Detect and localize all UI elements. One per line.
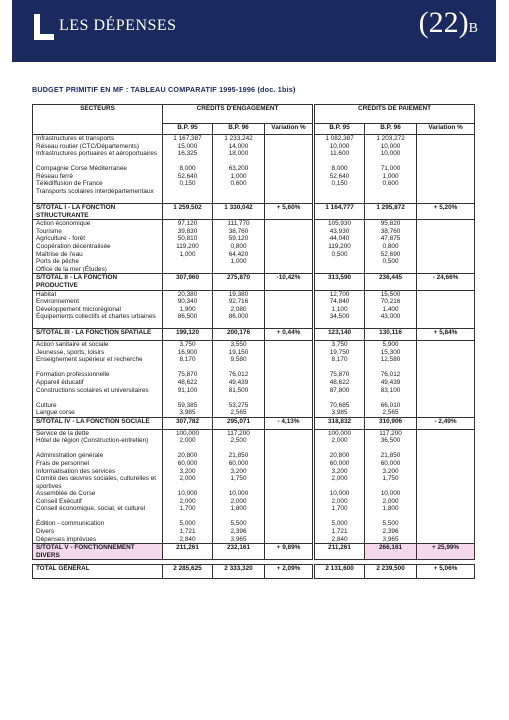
- subtotal-ce96: 1 330,042: [213, 203, 265, 219]
- subtotal-cp-var: + 5,20%: [417, 203, 475, 219]
- value-cp95: 2,840: [331, 535, 348, 543]
- value-ce95: 15,000: [177, 142, 198, 150]
- value-ce96: 0,800: [230, 242, 247, 250]
- value-ce96: 5,500: [230, 520, 247, 528]
- value-ce95: [166, 188, 209, 203]
- ce-var-values: [265, 220, 313, 274]
- value-ce96: 19,150: [228, 348, 249, 356]
- value-ce96: 2,396: [230, 528, 247, 535]
- value-cp95: 8,000: [331, 165, 348, 173]
- cp95-values: [315, 220, 365, 274]
- sector-label: Compagnie Corse Méditerranée: [36, 165, 127, 173]
- subtotal-cp96: 310,906: [365, 417, 417, 429]
- value-ce95: 3,200: [179, 467, 196, 475]
- sector-label: Environnement: [36, 298, 79, 306]
- ce-bp96-header: B.P. 96: [213, 124, 265, 135]
- subtotal-ce96: 295,071: [213, 417, 265, 429]
- value-cp95: 2,000: [331, 437, 348, 445]
- value-cp95: 105,930: [327, 220, 352, 228]
- value-cp95: 34,500: [329, 313, 350, 321]
- value-ce96: 3,965: [230, 535, 247, 543]
- sector-label: Informatisation des services: [36, 467, 116, 475]
- cp95-values: [315, 290, 365, 329]
- value-ce95: 10,000: [177, 490, 198, 498]
- value-cp95: 19,750: [329, 348, 350, 356]
- value-cp95: 1 082,387: [325, 135, 354, 142]
- value-cp95: 5,000: [331, 520, 348, 528]
- value-cp95: 20,800: [329, 452, 350, 460]
- value-cp96: 43,000: [380, 313, 401, 321]
- value-cp95: 2,000: [331, 475, 348, 483]
- value-cp96: 1,750: [382, 475, 399, 483]
- sector-label: Divers: [36, 528, 55, 535]
- subtotal-ce-var: + 0,44%: [265, 329, 313, 341]
- value-cp96: 2,396: [382, 528, 399, 535]
- value-cp95: 1,100: [331, 305, 348, 313]
- total-cp95: 2 131,600: [315, 565, 365, 579]
- value-ce95: 1 167,387: [173, 135, 202, 142]
- cp96-values: [365, 135, 417, 204]
- sector-label: Service de la dette: [36, 429, 89, 437]
- cp95-values: [315, 135, 365, 204]
- value-cp95: 52,640: [329, 172, 350, 180]
- value-cp96: 71,000: [380, 165, 401, 173]
- value-cp96: 0,800: [382, 242, 399, 250]
- value-ce95: 20,800: [177, 452, 198, 460]
- value-ce96: 2,080: [230, 305, 247, 313]
- value-ce96: 60,000: [228, 460, 249, 468]
- value-cp96: 3,200: [382, 467, 399, 475]
- sector-label: Transports scolaires interdépartementaux: [36, 187, 154, 195]
- value-cp95: 3,985: [331, 409, 348, 417]
- sector-label: Langue corse: [36, 409, 75, 417]
- value-cp96: 10,000: [380, 150, 401, 158]
- value-cp95: 43,930: [329, 227, 350, 235]
- value-ce95: 75,870: [177, 371, 198, 379]
- value-cp96: 15,300: [380, 348, 401, 356]
- ce-var-values: [265, 135, 313, 204]
- value-cp95: 100,000: [327, 429, 352, 437]
- value-cp95: 44,040: [329, 235, 350, 243]
- subtotal-cp95: 123,140: [315, 329, 365, 341]
- value-ce96: 63,200: [228, 165, 249, 173]
- value-ce95: 39,830: [177, 227, 198, 235]
- value-ce95: 8,170: [179, 356, 196, 364]
- cp-var-values: [417, 341, 475, 418]
- value-ce96: 59,120: [228, 235, 249, 243]
- value-cp96: 1,400: [382, 305, 399, 313]
- sector-label: Réseau routier (CTC/Départements): [36, 142, 139, 150]
- value-cp96: 1,000: [382, 172, 399, 180]
- page-title: LES DÉPENSES: [59, 17, 177, 34]
- value-ce96: 53,275: [228, 401, 249, 409]
- value-cp95: 1,700: [331, 505, 348, 513]
- section-rows: [33, 220, 475, 274]
- value-ce96: 18,000: [228, 150, 249, 158]
- value-cp95: 75,870: [329, 371, 350, 379]
- value-ce96: 1,750: [230, 475, 247, 483]
- header-banner: [12, 0, 496, 62]
- value-cp95: 2,000: [331, 497, 348, 505]
- subtotal-row: [33, 544, 475, 560]
- subtotal-row: [33, 329, 475, 341]
- value-ce95: 90,340: [177, 298, 198, 306]
- subtotal-ce96: 200,176: [213, 329, 265, 341]
- budget-table: [32, 104, 475, 579]
- subtotal-label: S/TOTAL I - LA FONCTION STRUCTURANTE: [33, 203, 163, 219]
- value-ce96: 2,000: [230, 497, 247, 505]
- value-ce96: 81,500: [228, 386, 249, 394]
- subtotal-label: S/TOTAL IV - LA FONCTION SOCIALE: [33, 417, 163, 429]
- ce96-values: [213, 290, 265, 329]
- table-body: [33, 135, 475, 579]
- value-cp96: 36,500: [380, 437, 401, 445]
- sector-label: Enseignement supérieur et recherche: [36, 356, 143, 364]
- section-rows: [33, 341, 475, 418]
- value-ce95: 1,900: [179, 305, 196, 313]
- cp95-values: [315, 341, 365, 418]
- sector-label: Conseil Exécutif: [36, 497, 82, 505]
- subtotal-ce95: 1 259,502: [163, 203, 213, 219]
- value-ce95: 119,200: [176, 242, 199, 250]
- subtotal-row: [33, 274, 475, 290]
- sector-label: Frais de personnel: [36, 460, 89, 468]
- cp96-values: [365, 220, 417, 274]
- value-cp96: 117,200: [379, 429, 402, 437]
- subtotal-row: [33, 203, 475, 219]
- value-ce95: 60,000: [177, 460, 198, 468]
- value-cp96: 49,439: [380, 379, 401, 387]
- sector-label: Ports de pêche: [36, 258, 79, 266]
- subtotal-label: S/TOTAL II - LA FONCTION PRODUCTIVE: [33, 274, 163, 290]
- ce-var-values: [265, 429, 313, 543]
- page-number: (22)B: [418, 6, 478, 39]
- ce-bp95-header: B.P. 95: [163, 124, 213, 135]
- subtotal-ce96: 232,161: [213, 544, 265, 560]
- value-cp96: 5,500: [382, 520, 399, 528]
- value-cp95: 70,685: [329, 401, 350, 409]
- value-cp96: 5,900: [382, 341, 399, 349]
- sector-label: Conseil économique, social, et culturel: [36, 505, 146, 513]
- value-cp95: 10,000: [329, 142, 350, 150]
- value-ce96: 3,200: [230, 467, 247, 475]
- value-cp96: 38,760: [380, 227, 401, 235]
- value-ce96: 2,565: [230, 409, 247, 417]
- sector-label: Comité des œuvres sociales, culturelles et sportives: [36, 475, 157, 490]
- sector-label: Dépenses imprévues: [36, 535, 97, 543]
- value-cp95: 11,600: [329, 150, 350, 158]
- ce96-values: [213, 135, 265, 204]
- group-engagement-header: CRÉDITS D'ENGAGEMENT: [163, 105, 313, 124]
- value-cp96: 1,800: [382, 505, 399, 513]
- value-cp96: 2,565: [382, 409, 399, 417]
- sector-label: Formation professionnelle: [36, 371, 110, 379]
- value-cp96: 10,000: [380, 490, 401, 498]
- value-cp95: 74,840: [329, 298, 350, 306]
- value-ce95: 1,700: [179, 505, 196, 513]
- value-ce95: 97,120: [177, 220, 198, 228]
- value-cp96: 21,850: [380, 452, 401, 460]
- value-ce96: 86,000: [228, 313, 249, 321]
- total-ce96: 2 333,320: [213, 565, 265, 579]
- subtotal-cp95: 318,832: [315, 417, 365, 429]
- subtotal-ce96: 275,870: [213, 274, 265, 290]
- sector-label: Infrastructures et transports: [36, 135, 115, 142]
- value-cp96: 76,012: [380, 371, 401, 379]
- sector-label: Habitat: [36, 290, 57, 298]
- total-ce95: 2 285,625: [163, 565, 213, 579]
- value-ce95: 48,622: [177, 379, 198, 387]
- sector-label: Constructions scolaires et universitaires: [36, 386, 149, 394]
- ce95-values: [163, 135, 213, 204]
- value-ce95: 2,000: [179, 437, 196, 445]
- sector-label: Culture: [36, 401, 57, 409]
- total-row: [33, 565, 475, 579]
- value-ce96: 76,012: [228, 371, 249, 379]
- section-rows: [33, 135, 475, 204]
- value-ce95: 3,750: [179, 341, 196, 349]
- value-cp96: 52,690: [380, 250, 401, 258]
- value-cp95: 10,000: [329, 490, 350, 498]
- value-ce95: 3,985: [179, 409, 196, 417]
- total-cp-var: + 5,06%: [417, 565, 475, 579]
- value-ce95: 1,000: [179, 250, 196, 258]
- ce-var-values: [265, 290, 313, 329]
- value-ce95: 50,810: [177, 235, 198, 243]
- value-ce95: 16,900: [177, 348, 198, 356]
- sector-label: Office de la mer (Études): [36, 265, 107, 273]
- sector-label: Coopération décentralisée: [36, 242, 111, 250]
- value-ce96: 1 233,242: [224, 135, 253, 142]
- ce96-values: [213, 220, 265, 274]
- value-ce95: 59,385: [177, 401, 198, 409]
- subtotal-ce95: 199,120: [163, 329, 213, 341]
- sector-label: Action sanitaire et sociale: [36, 341, 109, 349]
- sector-labels: [33, 429, 163, 543]
- value-cp96: 70,216: [380, 298, 401, 306]
- ce95-values: [163, 429, 213, 543]
- subtotal-cp-var: - 2,49%: [417, 417, 475, 429]
- value-ce95: 100,000: [175, 429, 200, 437]
- value-ce95: 2,000: [179, 497, 196, 505]
- total-cp96: 2 239,500: [365, 565, 417, 579]
- subtotal-ce95: 307,960: [163, 274, 213, 290]
- sector-labels: [33, 341, 163, 418]
- value-cp96: 83,100: [380, 386, 401, 394]
- ce95-values: [163, 220, 213, 274]
- sector-label: Tourisme: [36, 227, 62, 235]
- value-ce96: 19,380: [228, 290, 249, 298]
- value-cp95: 8,170: [331, 356, 348, 364]
- sector-label: Hôtel de région (Construction-entretien): [36, 437, 149, 445]
- col-sector-header: SECTEURS: [33, 105, 163, 135]
- value-cp95: 48,622: [329, 379, 350, 387]
- value-cp96: 10,000: [380, 142, 401, 150]
- sector-label: Développement microrégional: [36, 305, 121, 313]
- subtotal-label: S/TOTAL V - FONCTIONNEMENT DIVERS: [33, 544, 163, 560]
- value-cp95: 119,200: [328, 242, 351, 250]
- value-cp95: 0,150: [331, 180, 348, 188]
- value-ce95: 1,721: [179, 528, 196, 535]
- value-ce95: 52,640: [177, 172, 198, 180]
- logo-mark: [34, 14, 54, 40]
- value-ce95: 91,100: [177, 386, 198, 394]
- value-cp96: 95,820: [380, 220, 401, 228]
- subtotal-row: [33, 417, 475, 429]
- value-cp96: 2,000: [382, 497, 399, 505]
- value-cp95: 60,000: [329, 460, 350, 468]
- subtotal-ce-var: - 4,13%: [265, 417, 313, 429]
- value-ce96: 0,600: [230, 180, 247, 188]
- cp95-values: [315, 429, 365, 543]
- value-ce96: 21,850: [228, 452, 249, 460]
- cp-var-values: [417, 135, 475, 204]
- sector-labels: [33, 220, 163, 274]
- group-paiement-header: CRÉDITS DE PAIEMENT: [315, 105, 475, 124]
- value-cp95: 12,700: [329, 290, 350, 298]
- subtotal-cp-var: - 24,66%: [417, 274, 475, 290]
- sector-labels: [33, 290, 163, 329]
- value-cp95: [318, 188, 361, 203]
- value-ce96: 3,550: [230, 341, 247, 349]
- value-ce95: 20,380: [177, 290, 198, 298]
- value-ce96: 64,420: [228, 250, 249, 258]
- subtotal-ce95: 211,261: [163, 544, 213, 560]
- cp96-values: [365, 290, 417, 329]
- cp-bp96-header: B.P. 96: [365, 124, 417, 135]
- sector-label: Télédiffusion de France: [36, 180, 103, 188]
- total-label: TOTAL GÉNÉRAL: [33, 565, 163, 579]
- subtotal-ce-var: -10,42%: [265, 274, 313, 290]
- value-ce96: 2,500: [230, 437, 247, 445]
- subtotal-cp95: 211,261: [315, 544, 365, 560]
- value-cp96: 1 203,272: [376, 135, 405, 142]
- value-cp95: 1,721: [331, 528, 348, 535]
- value-cp95: 0,500: [331, 250, 348, 258]
- value-cp96: 15,500: [380, 290, 401, 298]
- value-ce95: 8,000: [179, 165, 196, 173]
- value-ce95: 0,150: [179, 180, 196, 188]
- value-ce95: 2,000: [179, 475, 196, 483]
- table-caption: BUDGET PRIMITIF EN MF : TABLEAU COMPARATIF 1995-1996 (doc. 1bis): [32, 85, 296, 94]
- cp96-values: [365, 429, 417, 543]
- subtotal-cp96: 1 295,872: [365, 203, 417, 219]
- value-ce96: 92,716: [228, 298, 249, 306]
- total-ce-var: + 2,09%: [265, 565, 313, 579]
- sector-label: Jeunesse, sports, loisirs: [36, 348, 105, 356]
- subtotal-cp95: 1 164,777: [315, 203, 365, 219]
- cp-var-values: [417, 290, 475, 329]
- value-ce96: 117,200: [227, 429, 250, 437]
- cp-var-header: Variation %: [417, 124, 475, 135]
- value-ce96: 111,770: [227, 220, 250, 228]
- ce95-values: [163, 290, 213, 329]
- section-rows: [33, 429, 475, 543]
- value-ce95: 86,500: [177, 313, 198, 321]
- value-ce95: 16,325: [177, 150, 198, 158]
- ce-var-header: Variation %: [265, 124, 313, 135]
- value-ce95: 5,000: [179, 520, 196, 528]
- sector-label: Assemblée de Corse: [36, 490, 96, 498]
- value-cp95: 3,200: [331, 467, 348, 475]
- sector-label: Appareil éducatif: [36, 379, 84, 387]
- subtotal-cp96: 266,161: [365, 544, 417, 560]
- value-ce96: 49,439: [228, 379, 249, 387]
- subtotal-ce-var: + 5,60%: [265, 203, 313, 219]
- sector-label: Maîtrise de l'eau: [36, 250, 83, 258]
- sector-label: Administration générale: [36, 452, 104, 460]
- sector-label: Réseau ferré: [36, 172, 73, 180]
- value-cp96: 0,500: [382, 258, 399, 266]
- value-cp96: 3,965: [382, 535, 399, 543]
- subtotal-label: S/TOTAL III - LA FONCTION SPATIALE: [33, 329, 163, 341]
- value-ce96: 10,000: [228, 490, 249, 498]
- value-ce96: 14,000: [228, 142, 249, 150]
- cp-bp95-header: B.P. 95: [315, 124, 365, 135]
- ce96-values: [213, 429, 265, 543]
- ce96-values: [213, 341, 265, 418]
- value-ce95: 2,840: [179, 535, 196, 543]
- value-cp96: 12,580: [380, 356, 401, 364]
- value-cp96: 60,000: [380, 460, 401, 468]
- sector-label: Édition - communication: [36, 520, 105, 528]
- value-cp95: 3,750: [331, 341, 348, 349]
- subtotal-cp96: 236,445: [365, 274, 417, 290]
- subtotal-cp-var: + 25,99%: [417, 544, 475, 560]
- ce95-values: [163, 341, 213, 418]
- sector-label: Infrastructures portuaires et aéroportuaires: [36, 150, 158, 158]
- subtotal-cp96: 130,116: [365, 329, 417, 341]
- value-ce96: 9,580: [230, 356, 247, 364]
- sector-label: Agriculture - forêt: [36, 235, 86, 243]
- cp-var-values: [417, 220, 475, 274]
- subtotal-ce95: 307,782: [163, 417, 213, 429]
- ce-var-values: [265, 341, 313, 418]
- subtotal-cp95: 313,590: [315, 274, 365, 290]
- cp96-values: [365, 341, 417, 418]
- value-ce96: 1,000: [230, 172, 247, 180]
- value-cp96: 47,875: [380, 235, 401, 243]
- sector-label: Équipements collectifs et chartes urbaines: [36, 313, 156, 321]
- value-ce96: 1,800: [230, 505, 247, 513]
- subtotal-ce-var: + 9,89%: [265, 544, 313, 560]
- sector-labels: [33, 135, 163, 204]
- value-cp96: 66,010: [380, 401, 401, 409]
- sector-label: Action économique: [36, 220, 91, 228]
- value-ce96: 38,760: [228, 227, 249, 235]
- value-cp95: 87,800: [329, 386, 350, 394]
- value-cp96: 0,600: [382, 180, 399, 188]
- section-rows: [33, 290, 475, 329]
- value-ce96: 1,000: [230, 258, 247, 266]
- subtotal-cp-var: + 5,84%: [417, 329, 475, 341]
- cp-var-values: [417, 429, 475, 543]
